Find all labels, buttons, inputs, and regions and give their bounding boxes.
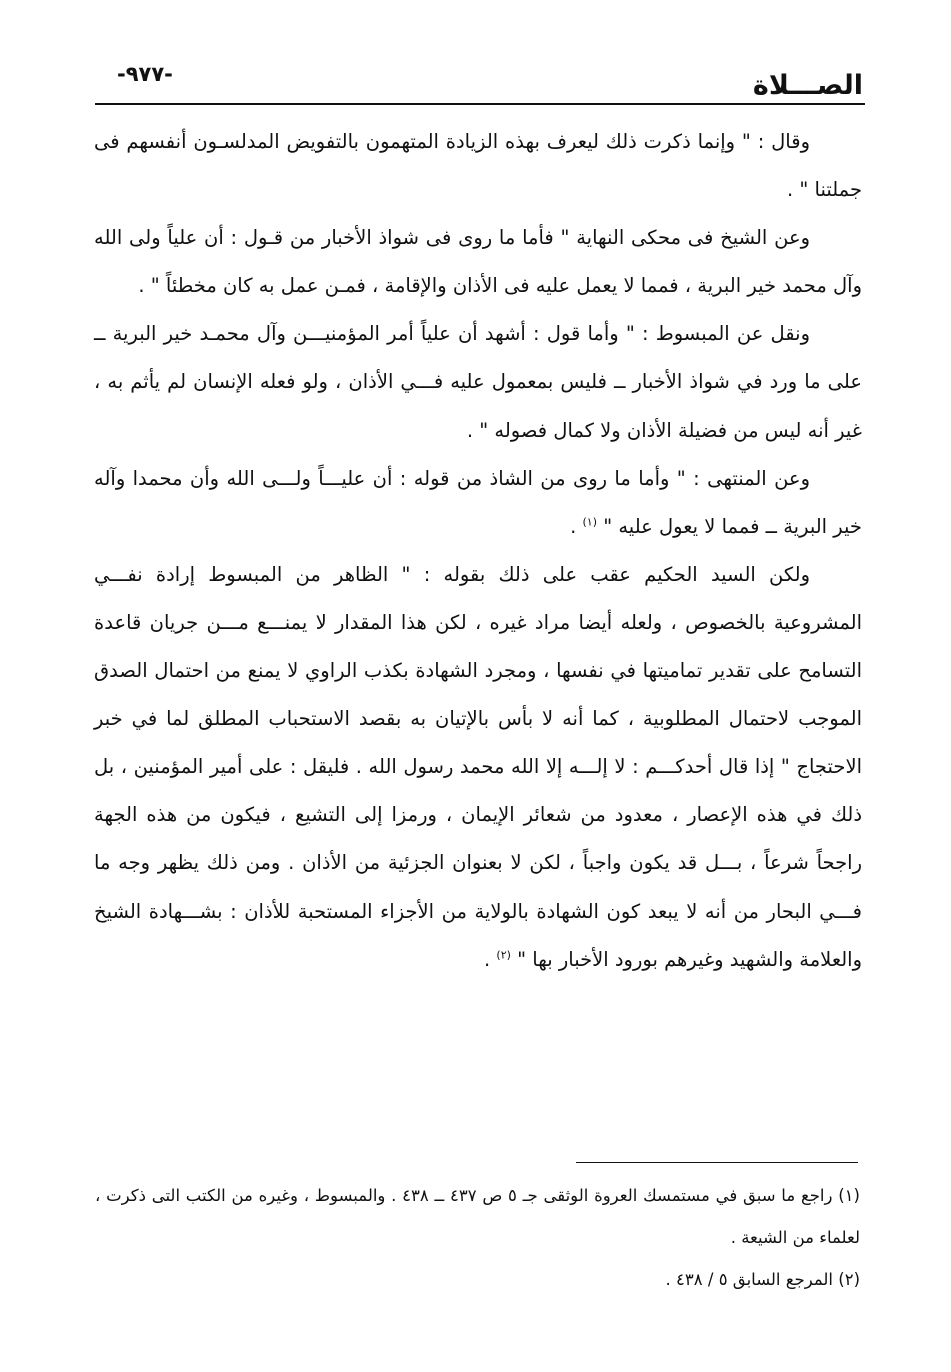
paragraph-text: ونقل عن المبسوط : " وأما قول : أشهد أن علياً أمر المؤمنيـــن وآل محمـد خير البرية ــ على ما ورد في شواذ الأخبار ــ فليس بمعمول عليه فـــي الأذان ، ولو فعله الإنسان لم يأثم به ، غير أنه ليس من فضيلة الأذان ولا كمال فصوله " . <box>94 322 862 442</box>
paragraph <box>94 455 862 551</box>
footnote: (١) راجع ما سبق في مستمسك العروة الوثقى جـ ٥ ص ٤٣٧ ــ ٤٣٨ . والمبسوط ، وغيره من الكتب التى ذكرت ، لعلماء من الشيعة . <box>95 1186 860 1247</box>
paragraph <box>94 214 862 310</box>
running-title: الصـــلاة <box>752 70 863 101</box>
paragraph-tail: . <box>570 514 583 538</box>
paragraph-text: وقال : " وإنما ذكرت ذلك ليعرف بهذه الزيادة المتهمون بالتفويض المدلسـون أنفسهم فى جملتنا " . <box>94 130 862 202</box>
footnotes <box>95 1175 860 1301</box>
body-text <box>94 118 862 984</box>
paragraph <box>94 118 862 214</box>
footnote-rule <box>576 1162 858 1163</box>
paragraph <box>94 551 862 984</box>
paragraph-text: وعن الشيخ فى محكى النهاية " فأما ما روى فى شواذ الأخبار من قـول : أن علياً ولى الله وآل محمد خير البرية ، فمما لا يعمل عليه فى الأذان والإقامة ، فمـن عمل به كان مخطئاً " . <box>94 226 862 298</box>
footnote-reference: (١) <box>582 515 597 529</box>
footnote: (٢) المرجع السابق ٥ / ٤٣٨ . <box>665 1270 860 1289</box>
footnote-reference: (٢) <box>496 948 511 962</box>
paragraph-text: ولكن السيد الحكيم عقب على ذلك بقوله : " الظاهر من المبسوط إرادة نفـــي المشروعية بالخصوص ، ولعله أيضا مراد غيره ، لكن هذا المقدار لا يمنـــع مـــن جريان قاعدة التسامح على تقدير تماميتها في نفسها ، ومجرد الشهادة بكذب الراوي لا يمنع من احتمال الصدق الموجب لاحتمال المطلوبية ، كما أنه لا بأس بالإتيان به بقصد الاستحباب المطلق لما في خبر الاحتجاج " إذا قال أحدكـــم : لا إلـــه إلا الله محمد رسول الله . فليقل : على أمير المؤمنين ، بل ذلك في هذه الإعصار ، معدود من شعائر الإيمان ، ورمزا إلى التشيع ، فيكون من هذه الجهة راجحاً شرعاً ، بـــل قد يكون واجباً ، لكن لا بعنوان الجزئية من الأذان . ومن ذلك يظهر وجه ما فـــي البحار من أنه لا يبعد كون الشهادة بالولاية من الأجزاء المستحبة للأذان : بشـــهادة الشيخ والعلامة والشهيد وغيرهم بورود الأخبار بها " <box>94 562 862 971</box>
header-rule <box>95 103 865 105</box>
paragraph <box>94 310 862 454</box>
paragraph-text: وعن المنتهى : " وأما ما روى من الشاذ من قوله : أن عليـــاً ولـــى الله وأن محمدا وآله خير البرية ــ فمما لا يعول عليه " <box>94 466 862 538</box>
paragraph-tail: . <box>483 947 497 971</box>
page-header <box>95 58 865 102</box>
page-number: -٩٧٧- <box>117 62 173 86</box>
